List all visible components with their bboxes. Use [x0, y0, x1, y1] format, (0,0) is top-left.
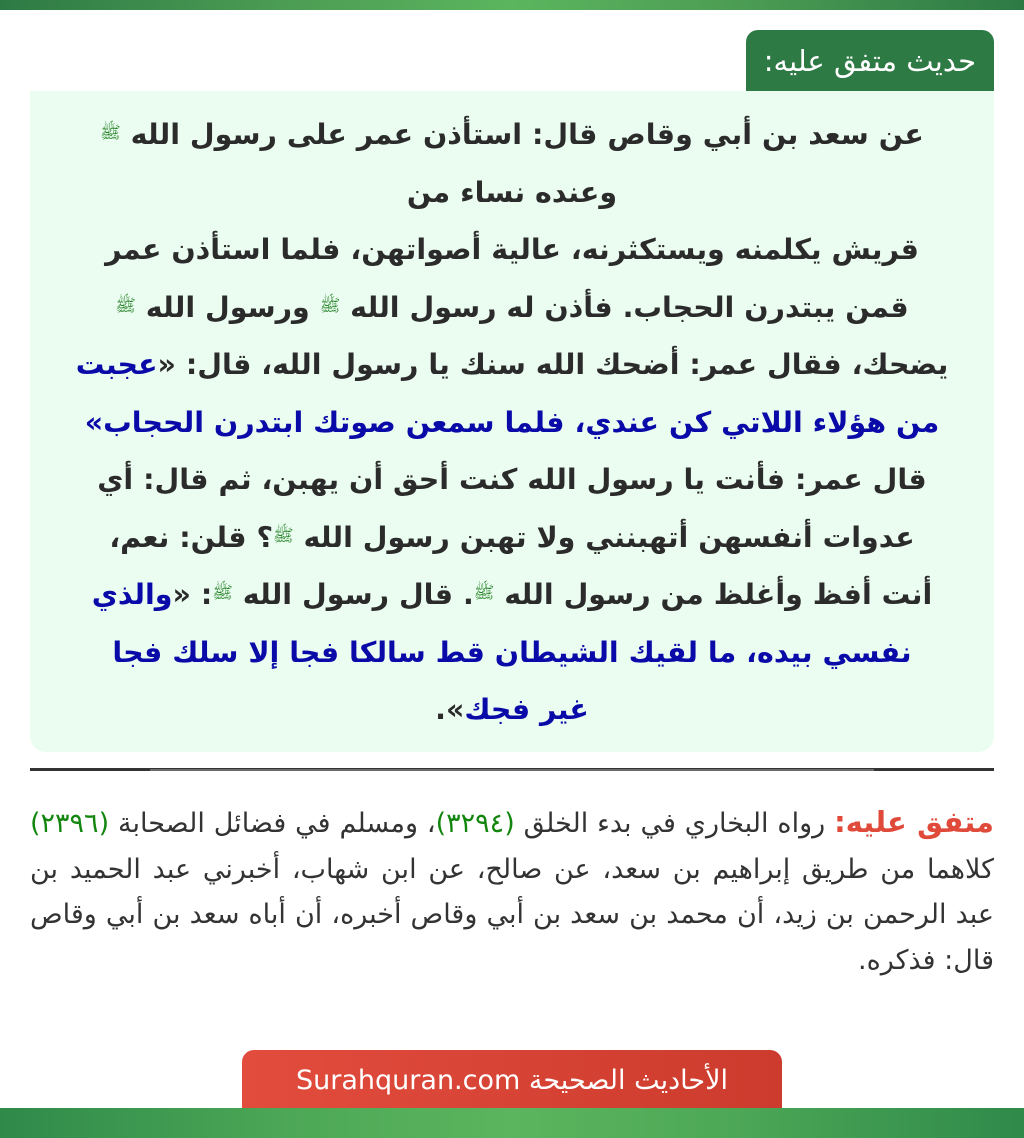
salawat-icon: ﷺ [273, 525, 294, 546]
prophetic-quote-text: غير فجك [464, 693, 589, 726]
hadith-line [52, 221, 972, 279]
narration-text: قريش يكلمنه ويستكثرنه، عالية أصواتهن، فلما استأذن عمر [105, 233, 919, 266]
divider-highlight [150, 769, 874, 771]
salawat-icon: ﷺ [100, 123, 121, 143]
narration-text: قال عمر: فأنت يا رسول الله كنت أحق أن يهبن، ثم قال: أي [97, 463, 927, 496]
hadith-line [52, 336, 972, 394]
narration-text: عدوات أنفسهن أتهبنني ولا تهبن رسول الله [293, 520, 915, 554]
section-divider [30, 768, 994, 771]
narration-text: أنت أفظ وأغلظ من رسول الله [494, 578, 933, 611]
hadith-type-label: حديث متفق عليه: [746, 30, 994, 92]
hadith-source-paragraph [30, 800, 994, 983]
source-text-part: رواه البخاري في بدء الخلق [514, 808, 835, 839]
salawat-icon: ﷺ [212, 583, 233, 603]
top-decorative-bar [0, 0, 1024, 10]
narration-text: يضحك، فقال عمر: أضحك الله سنك يا رسول الله، قال: « [157, 348, 949, 381]
prophetic-quote-text: والذي [91, 578, 173, 611]
narration-text: . قال رسول الله [232, 578, 474, 611]
hadith-line [52, 566, 972, 624]
hadith-line [52, 164, 972, 222]
narration-text: ». [435, 693, 465, 726]
narration-text: : « [172, 578, 213, 611]
prophetic-quote-text: نفسي بيده، ما لقيك الشيطان قط سالكا فجا إلا سلك فجا [112, 635, 912, 669]
narration-text: ؟ قلن: نعم، [109, 520, 273, 554]
prophetic-quote-text: من هؤلاء اللاتي كن عندي، فلما سمعن صوتك ابتدرن الحجاب» [84, 405, 940, 439]
hadith-line [52, 106, 972, 164]
source-text-part: كلاهما من طريق إبراهيم بن سعد، عن صالح، عن ابن شهاب، أخبرني عبد الحميد بن عبد الرحمن بن زيد، أن محمد بن سعد بن أبي وقاص أخبره، أن أباه سعد بن أبي وقاص قال: فذكره. [30, 853, 994, 976]
narration-text: عن سعد بن أبي وقاص قال: استأذن عمر على رسول الله [120, 118, 924, 151]
hadith-line [52, 279, 972, 337]
hadith-line [52, 509, 972, 567]
salawat-icon: ﷺ [115, 295, 136, 316]
narration-text: ورسول الله [135, 290, 320, 324]
hadith-line [52, 681, 972, 739]
site-watermark-badge[interactable]: الأحاديث الصحيحة Surahquran.com [242, 1050, 782, 1110]
salawat-icon: ﷺ [473, 583, 495, 603]
bottom-decorative-bar [0, 1108, 1024, 1138]
hadith-line [52, 624, 972, 682]
salawat-icon: ﷺ [319, 295, 341, 316]
narration-text: قمن يبتدرن الحجاب. فأذن له رسول الله [340, 290, 909, 324]
source-label: متفق عليه: [834, 805, 994, 839]
hadith-line [52, 451, 972, 509]
narration-text: وعنده نساء من [406, 175, 618, 209]
hadith-line [52, 394, 972, 452]
hadith-text-box [30, 91, 994, 752]
source-text-part: ، ومسلم في فضائل الصحابة [109, 808, 436, 839]
bukhari-reference-number: (٣٢٩٤) [435, 808, 515, 839]
muslim-reference-number: (٢٣٩٦) [30, 808, 110, 839]
prophetic-quote-text: عجبت [75, 348, 158, 381]
